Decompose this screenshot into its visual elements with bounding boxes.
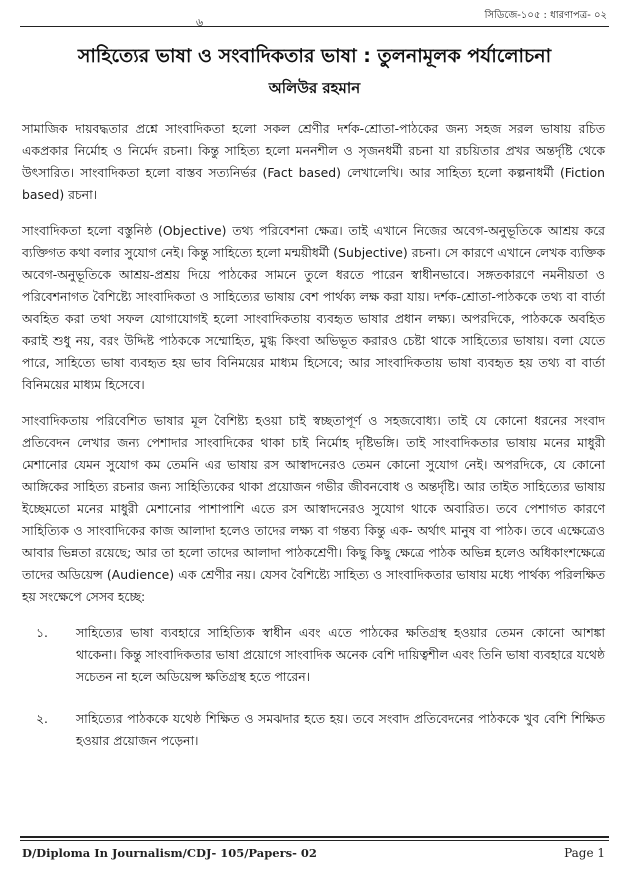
list-item-number: ১. [36,625,48,640]
list-item [22,622,605,688]
footer-rule [20,836,609,838]
footer-course-code: D/Diploma In Journalism/CDJ- 105/Papers- 02 [22,846,317,860]
list-item-number: ২. [36,711,48,726]
document-body [22,118,605,772]
list-item-text: সাহিত্যের ভাষা ব্যবহারে সাহিত্যিক স্বাধীন এবং এতে পাঠকের ক্ষতিগ্রস্থ হওয়ার তেমন কোনো আশঙ্কা থাকেনা। কিন্তু সাংবাদিকতার ভাষা প্রয়োগে সাংবাদিক অনেক বেশি দায়িত্বশীল এবং তিনি ভাষা ব্যবহারে যথেষ্ঠ সচেতন না হলে অডিয়েন্স ক্ষতিগ্রস্থ হতে পারেন। [76,625,605,684]
paragraph-3: সাংবাদিকতায় পরিবেশিত ভাষার মূল বৈশিষ্ট্য হওয়া চাই স্বচ্ছতাপূর্ণ ও সহজবোধ্য। তাই যে কোনো ধরনের সংবাদ প্রতিবেদন লেখার জন্য পেশাদার সাংবাদিকের থাকা চাই নির্মোহ দৃষ্টিভঙ্গি। তাই সাংবাদিকতার ভাষায় মনের মাধুরী মেশানোর যেমন সুযোগ কম তেমনি এর ভাষায় রস আস্বাদনেরও তেমন কোনো সুযোগ নেই। অপরদিকে, যে কোনো আঙ্গিকের সাহিত্য রচনার জন্য সাহিত্যিকের থাকা প্রয়োজন গভীর জীবনবোধ ও অন্তর্দৃষ্টি। আর তাইত সাহিত্যের ভাষায় ইচ্ছেমতো মনের মাধুরী মেশানোর পাশাপাশি এতে রস আস্বাদনেরও সুযোগ থাকে অবারিত। তবে পেশাগত কারণে সাহিত্যিক ও সাংবাদিকের কাজ আলাদা হলেও তাদের লক্ষ্য বা গন্তব্য কিন্তু এক- অর্থাৎ মানুষ বা পাঠক। তবে এক্ষেত্রেও আবার ভিন্নতা রয়েছে; আর তা হলো তাদের আলাদা পাঠকশ্রেণী। কিছু কিছু ক্ষেত্রে পাঠক অভিন্ন হলেও অধিকাংশক্ষেত্রে তাদের অডিয়েন্স (Audience) এক শ্রেণীর নয়। যেসব বৈশিষ্ট্যে সাহিত্য ও সাংবাদিকতার ভাষায় মধ্যে পার্থক্য পরিলক্ষিত হয় সংক্ষেপে সেসব হচ্ছে: [22,413,605,604]
footer-page-number: Page 1 [564,846,605,860]
paragraph-2: সাংবাদিকতা হলো বস্তুনিষ্ঠ (Objective) তথ্য পরিবেশনা ক্ষেত্র। তাই এখানে নিজের অবেগ-অনুভূতিকে আশ্রয় করে ব্যক্তিগত কথা বলার সুযোগ নেই। কিন্তু সাহিত্যে হলো মন্ময়ীধর্মী (Subjective) রচনা। সে কারণে এখানে লেখক ব্যক্তিক অবেগ-অনুভূতিকে আশ্রয়-প্রশ্রয় দিয়ে পাঠকের সামনে তুলে ধরতে পারেন স্বাধীনভাবে। সঙ্গতকারণে নমনীয়তা ও পরিবেশনাগত বৈশিষ্ট্যে সাংবাদিকতা ও সাহিত্যের ভাষায় বেশ পার্থক্য লক্ষ করা যায়। দর্শক-শ্রোতা-পাঠককে তথ্য বা বার্তা অবহিত করা তথা সফল যোগাযোগই হলো সাংবাদিকতায় ব্যবহৃত ভাষার প্রধান লক্ষ্য। অপরদিকে, পাঠককে অবহিত করাই শুধু নয়, বরং উদ্দিষ্ট পাঠককে সম্মোহিত, মুগ্ধ কিংবা অভিভূত করারও চেষ্টা থাকে সাহিত্যের ভাষায়। বলা যেতে পারে, সাহিত্যে ভাষা ব্যবহৃত হয় ভাব বিনিময়ের মাধ্যম হিসেবে; আর সাংবাদিকতায় ভাষা ব্যবহৃত হয় তথ্য বা বার্তা বিনিময়ের মাধ্যম হিসেবে। [22,223,605,392]
header-reference: সিডিজে-১০৫ : ধারণাপত্র- ০২ [484,10,607,21]
author-name: অলিউর রহমান [268,79,361,97]
paragraph-1: সামাজিক দায়বদ্ধতার প্রশ্নে সাংবাদিকতা হলো সকল শ্রেণীর দর্শক-শ্রোতা-পাঠকের জন্য সহজ সরল ভাষায় রচিত একপ্রকার নির্মোহ ও নির্মেদ রচনা। কিন্তু সাহিত্য হলো মননশীল ও সৃজনধর্মী রচনা যা রচয়িতার প্রখর অন্তর্দৃষ্টি থেকে উৎসারিত। সাংবাদিকতা হলো বাস্তব সত্যনির্ভর (Fact based) লেখালেখি। আর সাহিত্য হলো কল্পনাধর্মী (Fiction based) রচনা। [22,121,605,202]
comparison-list [22,622,605,752]
header-rule [20,26,609,27]
header-mark: ৬ [196,16,204,29]
document-title: সাহিত্যের ভাষা ও সংবাদিকতার ভাষা : তুলনামূলক পর্যালোচনা [77,45,552,67]
list-item-text: সাহিত্যের পাঠককে যথেষ্ঠ শিক্ষিত ও সমঝদার হতে হয়। তবে সংবাদ প্রতিবেদনের পাঠককে খুব বেশি শিক্ষিত হওয়ার প্রয়োজন পড়েনা। [76,711,605,748]
list-item [22,708,605,752]
footer-rule-thin [20,840,609,841]
